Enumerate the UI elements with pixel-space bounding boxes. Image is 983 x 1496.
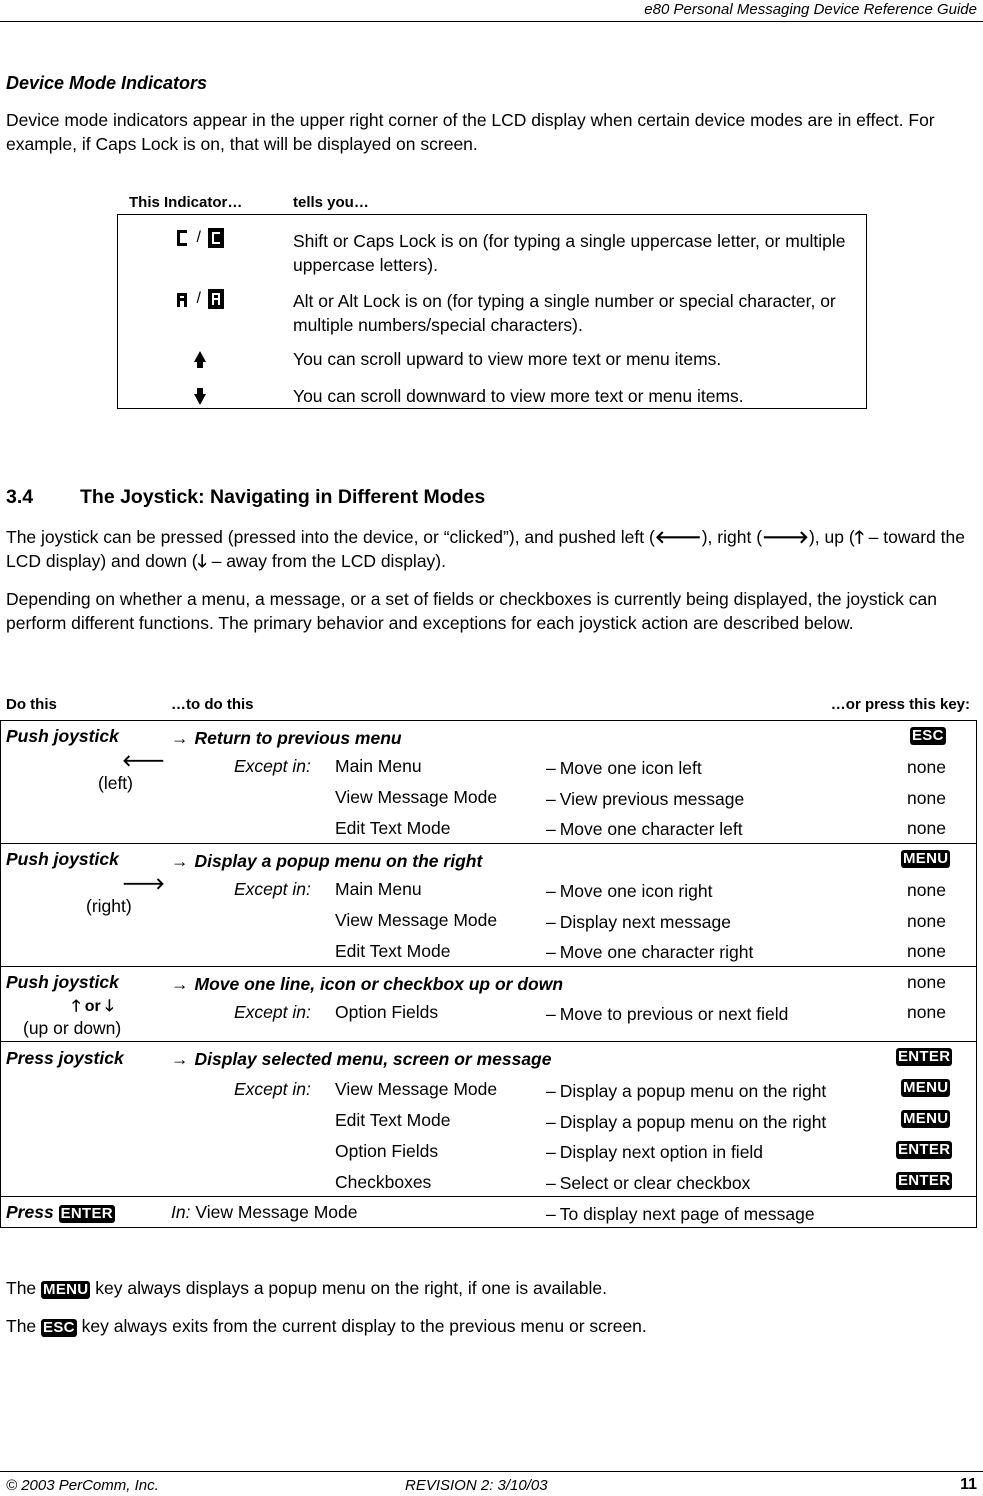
section-title-joystick: The Joystick: Navigating in Different Modes bbox=[80, 486, 486, 508]
row-press-enter-action: Press ENTER bbox=[6, 1202, 113, 1222]
exception-mode: Edit Text Mode bbox=[335, 1110, 451, 1130]
row-press-action: Press joystick bbox=[6, 1048, 124, 1068]
row-right-action: Push joystick bbox=[6, 849, 119, 869]
indicator-caps bbox=[175, 228, 224, 248]
or-word: or bbox=[84, 998, 101, 1015]
col-header-do-this: Do this bbox=[6, 696, 57, 713]
footer-rule bbox=[0, 1471, 983, 1472]
exception-desc: – Move one character left bbox=[546, 819, 743, 839]
exception-key: none bbox=[907, 1002, 946, 1022]
arrow-up-icon: 🡑 bbox=[854, 527, 864, 547]
table-rule bbox=[0, 966, 977, 967]
exception-desc: – Select or clear checkbox bbox=[546, 1173, 751, 1193]
exception-mode: Main Menu bbox=[335, 879, 422, 899]
esc-key: ESC bbox=[912, 727, 944, 744]
exception-mode: Main Menu bbox=[335, 756, 422, 776]
intro-text-a: The joystick can be pressed (pressed into the device, or “clicked”), and pushed left ( bbox=[6, 527, 655, 547]
table-rule bbox=[0, 1196, 977, 1197]
exception-mode: Edit Text Mode bbox=[335, 818, 451, 838]
table-border-left bbox=[0, 720, 1, 1227]
table-rule bbox=[0, 1041, 977, 1042]
row-updown-direction: (up or down) bbox=[23, 1018, 122, 1038]
arrow-down-icon: 🡓 bbox=[105, 998, 114, 1015]
arrow-down-icon: 🡓 bbox=[197, 551, 207, 571]
menu-key: MENU bbox=[43, 1281, 89, 1298]
scroll-up-icon bbox=[192, 350, 208, 370]
col-header-key: …or press this key: bbox=[830, 696, 970, 713]
intro-text-b: ), right ( bbox=[701, 527, 763, 547]
exception-desc: – Display next option in field bbox=[546, 1142, 764, 1162]
row-updown-action: Push joystick bbox=[6, 972, 119, 992]
alt-indicator-icon bbox=[175, 289, 189, 309]
header-rule bbox=[0, 21, 983, 22]
arrow-left-icon: 🡐 bbox=[654, 527, 702, 547]
exception-key: none bbox=[907, 818, 946, 838]
exception-desc: – Display a popup menu on the right bbox=[546, 1112, 827, 1132]
exception-key: none bbox=[907, 757, 946, 777]
exception-key: none bbox=[907, 788, 946, 808]
menu-key: MENU bbox=[903, 850, 949, 867]
menu-key: MENU bbox=[903, 1110, 949, 1127]
table-border-right bbox=[976, 720, 977, 1227]
exception-desc: – Move to previous or next field bbox=[546, 1004, 789, 1024]
intro-text-e: – away from the LCD display). bbox=[206, 551, 446, 571]
esc-key: ESC bbox=[43, 1319, 75, 1336]
row-left-primary: → Return to previous menu bbox=[171, 728, 402, 748]
row-press-primary: → Display selected menu, screen or message bbox=[171, 1049, 552, 1069]
row-press-enter-desc: – To display next page of message bbox=[546, 1204, 815, 1224]
row-right-primary: → Display a popup menu on the right bbox=[171, 851, 483, 871]
row-left-action: Push joystick bbox=[6, 726, 119, 746]
note-menu-key: The MENU key always displays a popup menu on the right, if one is available. bbox=[6, 1278, 607, 1298]
exception-desc: – Move one icon left bbox=[546, 758, 702, 778]
enter-key: ENTER bbox=[60, 1205, 113, 1222]
arrow-right-icon: 🡒 bbox=[762, 527, 809, 547]
indicators-intro: Device mode indicators appear in the upper right corner of the LCD display when certain device modes are in effect. For example, if Caps Lock is on, that will be displayed on screen. bbox=[6, 110, 935, 154]
indicator-scroll-down-text: You can scroll downward to view more text or menu items. bbox=[293, 386, 744, 406]
note-esc-key: The ESC key always exits from the current display to the previous menu or screen. bbox=[6, 1316, 647, 1336]
except-label: Except in: bbox=[234, 1002, 311, 1022]
row-press-enter-mode: In: View Message Mode bbox=[171, 1202, 358, 1222]
except-label: Except in: bbox=[234, 1079, 311, 1099]
indicator-separator: / bbox=[196, 229, 201, 247]
col-header-meaning: tells you… bbox=[293, 194, 369, 211]
indicator-separator: / bbox=[196, 290, 201, 308]
primary-key-none: none bbox=[907, 972, 946, 992]
section-title-indicators: Device Mode Indicators bbox=[6, 73, 208, 93]
enter-key: ENTER bbox=[898, 1172, 951, 1189]
menu-key: MENU bbox=[903, 1079, 949, 1096]
indicator-alt-text: Alt or Alt Lock is on (for typing a single number or special character, or multiple numbers/special characters). bbox=[293, 291, 836, 335]
table-rule-top bbox=[0, 720, 977, 721]
arrow-left-icon: 🡐 bbox=[122, 753, 165, 770]
enter-key: ENTER bbox=[898, 1048, 951, 1065]
alt-lock-indicator-icon bbox=[208, 289, 224, 309]
exception-key: none bbox=[907, 941, 946, 961]
arrow-up-icon: 🡑 bbox=[72, 998, 81, 1015]
exception-mode: View Message Mode bbox=[335, 787, 498, 807]
exception-desc: – View previous message bbox=[546, 789, 745, 809]
col-header-to-do: …to do this bbox=[171, 696, 254, 713]
footer-revision: REVISION 2: 3/10/03 bbox=[405, 1477, 548, 1494]
except-label: Except in: bbox=[234, 879, 311, 899]
exception-desc: – Display next message bbox=[546, 912, 731, 932]
exception-mode: Edit Text Mode bbox=[335, 941, 451, 961]
exception-key: none bbox=[907, 911, 946, 931]
row-right-direction: (right) bbox=[86, 896, 132, 916]
scroll-down-icon bbox=[192, 386, 208, 406]
joystick-description: Depending on whether a menu, a message, or a set of fields or checkboxes is currently being displayed, the joystick can perform different functions. The primary behavior and exceptions for each joystick action are described below. bbox=[6, 589, 937, 633]
except-label: Except in: bbox=[234, 756, 311, 776]
indicator-scroll-up-text: You can scroll upward to view more text or menu items. bbox=[293, 349, 722, 369]
row-updown-primary: → Move one line, icon or checkbox up or down bbox=[171, 974, 564, 994]
exception-mode: View Message Mode bbox=[335, 910, 498, 930]
exception-mode: Option Fields bbox=[335, 1141, 439, 1161]
section-number: 3.4 bbox=[6, 486, 34, 508]
exception-mode: View Message Mode bbox=[335, 1079, 498, 1099]
page-number: 11 bbox=[960, 1476, 977, 1493]
indicator-alt bbox=[175, 289, 224, 309]
exception-mode: Checkboxes bbox=[335, 1172, 432, 1192]
exception-desc: – Display a popup menu on the right bbox=[546, 1081, 827, 1101]
caps-lock-indicator-icon bbox=[208, 228, 224, 248]
exception-desc: – Move one character right bbox=[546, 942, 754, 962]
indicator-caps-text: Shift or Caps Lock is on (for typing a single uppercase letter, or multiple uppercase letters). bbox=[293, 231, 846, 275]
col-header-indicator: This Indicator… bbox=[129, 194, 243, 211]
row-left-direction: (left) bbox=[98, 773, 133, 793]
intro-text-c: ), up ( bbox=[808, 527, 855, 547]
running-header: e80 Personal Messaging Device Reference Guide bbox=[644, 1, 977, 18]
footer-copyright: © 2003 PerComm, Inc. bbox=[6, 1477, 159, 1494]
intro-text-d: – toward the LCD display) and down ( bbox=[6, 527, 965, 571]
enter-key: ENTER bbox=[898, 1141, 951, 1158]
joystick-intro bbox=[6, 525, 981, 573]
table-rule bbox=[0, 843, 977, 844]
arrow-right-icon: 🡒 bbox=[122, 876, 165, 893]
exception-mode: Option Fields bbox=[335, 1002, 439, 1022]
caps-indicator-icon bbox=[175, 228, 189, 248]
exception-desc: – Move one icon right bbox=[546, 881, 713, 901]
table-rule-bottom bbox=[0, 1227, 977, 1228]
exception-key: none bbox=[907, 880, 946, 900]
